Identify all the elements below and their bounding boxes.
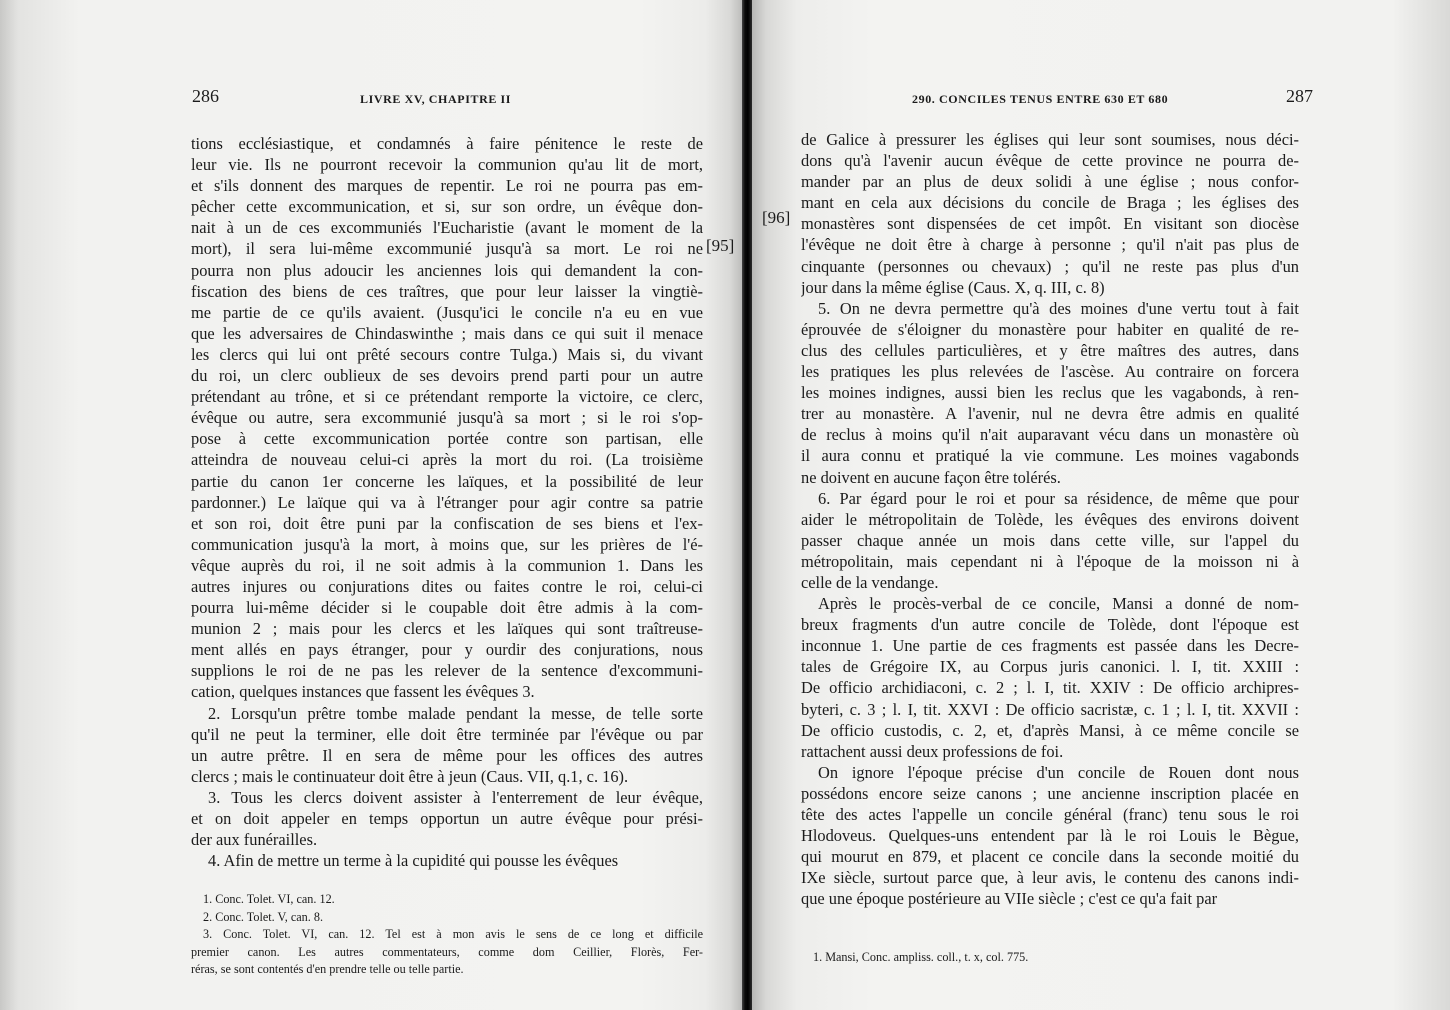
left-line: les clercs qui lui ont prêté secours contre Tulga.) Mais si, du vivant (191, 344, 703, 364)
right-footnotes (801, 949, 1299, 967)
footnote-line: 2. Conc. Tolet. V, can. 8. (203, 909, 323, 924)
right-line: éprouvée de s'éloigner du monastère pour habiter en qualité de re- (801, 319, 1299, 339)
left-line: qu'il ne peut la terminer, elle doit être terminée par l'évêque ou par (191, 724, 703, 744)
running-head: LIVRE XV, CHAPITRE II (360, 92, 512, 106)
right-line: ne doivent en aucune façon être tolérés. (801, 467, 1061, 487)
right-line: trer au monastère. A l'avenir, nul ne devra être admis en qualité (801, 404, 1299, 424)
right-line: De officio custodis, c. 2, et, d'après Mansi, à ce même concile se (801, 720, 1299, 740)
left-page-header (192, 86, 704, 116)
left-line: me partie de ce qu'ils avaient. (Jusqu'ici le concile n'a eu en vue (191, 302, 703, 322)
left-line: mort), il sera lui-même excommunié jusqu'à sa mort. Le roi ne (191, 239, 703, 259)
footnote-line: réras, se sont contentés d'en prendre telle ou telle partie. (191, 962, 464, 976)
right-line: de reclus à moins qu'il n'ait auparavant vécu dans un monastère où (801, 425, 1299, 445)
right-line: les pratiques les plus relevées de l'ascèse. Au contraire on forcera (801, 362, 1299, 382)
left-line: clercs ; mais le continuateur doit être à jeun (Caus. VII, q.1, c. 16). (191, 766, 629, 786)
right-line: byteri, c. 3 ; l. I, tit. XXVI : De officio sacristæ, c. 1 ; l. I, tit. XXVII : (801, 699, 1299, 719)
right-line: IXe siècle, surtout parce que, à leur avis, le contenu des canons indi- (801, 868, 1299, 888)
left-line: 2. Lorsqu'un prêtre tombe malade pendant la messe, de telle sorte (208, 703, 703, 723)
right-line: que une époque postérieure au VIIe siècle ; c'est ce qu'a fait par (801, 889, 1218, 909)
left-line: atteindra de nouveau celui-ci après la mort du roi. (La troisième (191, 450, 703, 470)
left-line: évêque ou autre, sera excommunié jusqu'à sa mort ; si le roi s'op- (191, 408, 703, 428)
footnote-line: 1. Conc. Tolet. VI, can. 12. (203, 892, 335, 906)
left-line: pardonner.) Le laïque qui va à l'étranger pour agir contre sa patrie (191, 492, 703, 512)
page-number: 287 (1286, 86, 1313, 106)
right-line: aider le métropolitain de Tolède, les évêques des environs doivent (801, 509, 1299, 529)
right-line: de Galice à pressurer les églises qui leur sont soumises, nous déci- (801, 130, 1299, 149)
right-line: qui mourut en 879, et placent ce concile dans la seconde moitié du (801, 847, 1299, 867)
right-line: il aura connu et pratiqué la vie commune. Les moines vagabonds (801, 446, 1299, 466)
left-line: munion 2 ; mais pour les clercs et les laïques qui sont traîtreuse- (191, 619, 703, 639)
footnote-line: 3. Conc. Tolet. VI, can. 12. Tel est à mon avis le sens de ce long et difficile (203, 927, 703, 941)
left-line: partie du canon 1er concerne les laïques, et la possibilité de leur (191, 471, 703, 491)
right-page (752, 0, 1450, 1010)
footnote-line: 1. Mansi, Conc. ampliss. coll., t. x, col. 775. (813, 950, 1029, 964)
left-line: que les adversaires de Chindaswinthe ; mais dans ce qui suit il menace (191, 323, 703, 343)
margin-marker: [96] (762, 208, 791, 227)
right-line: dons qu'à l'avenir aucun évêque de cette province ne pourra de- (801, 151, 1299, 171)
right-line: celle de la vendange. (801, 572, 939, 592)
left-line: autres injures ou conjurations dites ou faites contre le roi, celui-ci (191, 576, 703, 596)
right-line: clus des cellules particulières, et y être maîtres des autres, dans (801, 340, 1299, 360)
right-line: breux fragments d'un autre concile de Tolède, dont l'époque est (801, 615, 1299, 635)
right-line: rattachent aussi deux professions de foi. (801, 741, 1064, 761)
book-gutter (742, 0, 752, 1010)
left-line: ment allés en pays étranger, pour y ourdir des conjurations, nous (191, 640, 703, 660)
left-line: leur vie. Ils ne pourront recevoir la communion qu'au lit de mort, (191, 155, 703, 175)
left-line: 3. Tous les clercs doivent assister à l'enterrement de leur évêque, (208, 787, 703, 807)
right-line: 6. Par égard pour le roi et pour sa résidence, de même que pour (818, 488, 1299, 508)
footnote-line: premier canon. Les autres commentateurs, comme dom Ceillier, Florès, Fer- (191, 944, 703, 959)
right-line: possédons encore seize canons ; une ancienne inscription placée en (801, 783, 1299, 803)
left-line: tions ecclésiastique, et condamnés à faire pénitence le reste de (191, 134, 703, 153)
right-line: mant en cela aux décisions du concile de Braga ; les églises des (801, 193, 1299, 213)
right-line: mander par an plus de deux solidi à une église ; nous confor- (801, 172, 1299, 192)
left-line: der aux funérailles. (191, 830, 318, 850)
running-head: 290. CONCILES TENUS ENTRE 630 ET 680 (912, 92, 1169, 106)
left-line: fiscation des biens de ces traîtres, que pour leur laisser la vingtiè- (191, 281, 703, 301)
left-line: vêque auprès du roi, il ne soit admis à la communion 1. Dans les (191, 555, 703, 575)
right-line: monastères sont dispensées de cet impôt. En visitant son diocèse (801, 214, 1299, 234)
right-line: l'évêque ne doit être à charge à personne ; qu'il n'ait pas plus de (801, 235, 1299, 255)
left-body-text (191, 133, 703, 871)
left-line: du roi, un clerc oublieux de ses devoirs prend parti pour un autre (191, 366, 703, 386)
right-line: passer chaque année un mois dans cette ville, sur l'appel du (801, 530, 1299, 550)
left-line: et on doit appeler en temps opportun un autre évêque pour prési- (191, 809, 703, 828)
right-line: jour dans la même église (Caus. X, q. III, c. 8) (801, 277, 1105, 297)
right-line: métropolitain, mais cependant ni à l'époque de la moisson ni à (801, 551, 1299, 571)
right-line: inconnue 1. Une partie de ces fragments est passée dans les Decre- (801, 636, 1299, 656)
right-line: On ignore l'époque précise d'un concile de Rouen dont nous (818, 762, 1299, 782)
right-line: Hlodoveus. Quelques-uns entendent par là le roi Louis le Bègue, (801, 826, 1299, 846)
right-body-text (801, 129, 1299, 909)
right-line: tête des actes l'appelle un concile général (franc) tenu sous le roi (801, 805, 1299, 824)
page-number: 286 (192, 86, 219, 106)
right-line: cinquante (personnes ou chevaux) ; qu'il ne reste pas plus d'un (801, 256, 1299, 276)
left-line: pourra non plus adoucir les anciennes lois qui demandent la con- (191, 260, 703, 280)
right-page-header (800, 86, 1313, 116)
left-line: cation, quelques instances que fassent les évêques 3. (191, 682, 535, 702)
left-line: et s'ils donnent des marques de repentir. Le roi ne pourra pas em- (191, 176, 703, 196)
right-line: Après le procès-verbal de ce concile, Mansi a donné de nom- (818, 594, 1299, 614)
left-line: 4. Afin de mettre un terme à la cupidité qui pousse les évêques (208, 851, 619, 871)
left-line: communication jusqu'à la mort, à moins que, sur les prières de l'é- (191, 534, 703, 554)
right-line: De officio archidiaconi, c. 2 ; l. I, tit. XXIV : De officio archipres- (801, 678, 1299, 698)
right-line: 5. On ne devra permettre qu'à des moines d'une vertu tout à fait (818, 298, 1299, 318)
left-line: nait à un de ces excommuniés l'Eucharistie (avant le moment de la (191, 218, 703, 238)
right-line: tales de Grégoire IX, au Corpus juris canonici. l. I, tit. XXIII : (801, 657, 1299, 677)
left-line: pose à cette excommunication portée contre son partisan, elle (191, 429, 703, 449)
left-line: pêcher cette excommunication, et si, sur son ordre, un évêque don- (191, 197, 703, 217)
left-line: supplions le roi de ne pas les relever de la sentence d'excommuni- (191, 661, 703, 681)
left-footnotes (191, 891, 703, 979)
margin-marker: [95] (706, 236, 735, 255)
left-line: et son roi, doit être puni par la confiscation de ses biens et l'ex- (191, 513, 703, 533)
right-line: les moines indignes, aussi bien les reclus que les vagabonds, à ren- (801, 383, 1299, 403)
left-line: pourra lui-même décider si le coupable doit être admis à la com- (191, 598, 703, 618)
left-line: un autre prêtre. Il en sera de même pour les offices des autres (191, 745, 703, 765)
left-line: prétendant au trône, et si ce prétendant remporte la victoire, ce clerc, (191, 387, 703, 407)
